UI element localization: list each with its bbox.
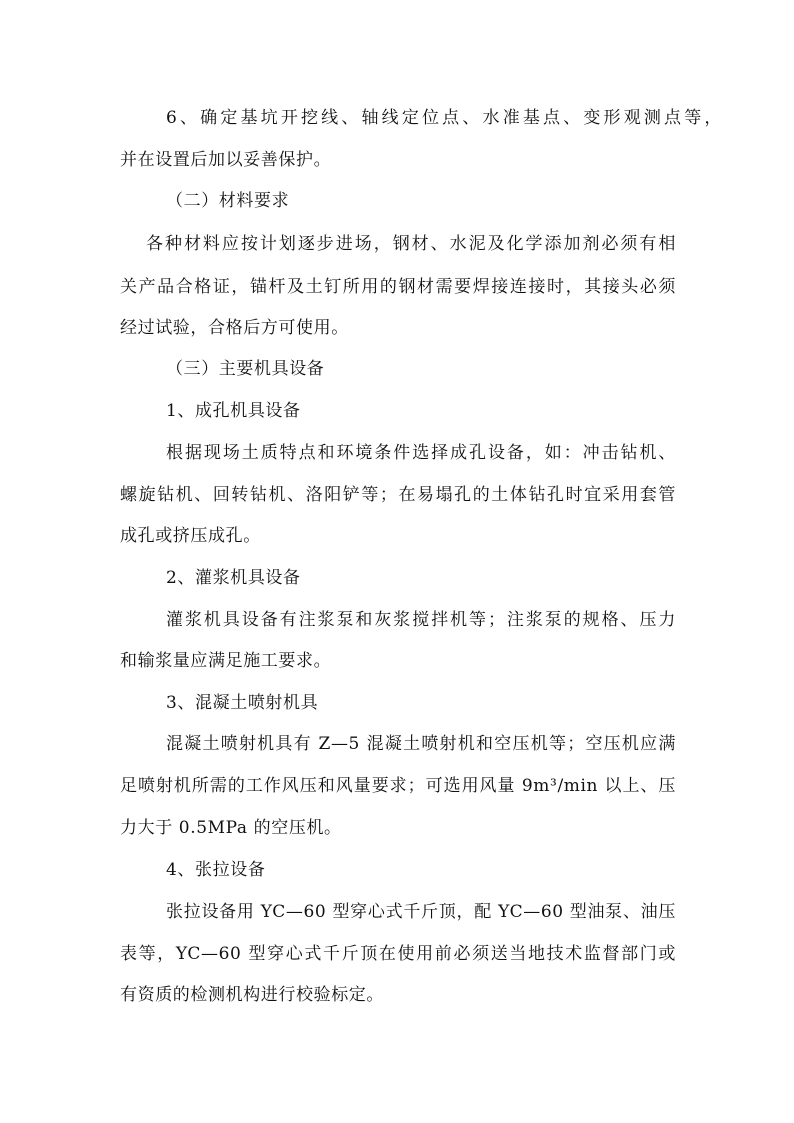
subsection-3-line-1: 混凝土喷射机具有 Z—5 混凝土喷射机和空压机等；空压机应满: [166, 734, 676, 754]
subsection-1-line-1: 根据现场土质特点和环境条件选择成孔设备，如：冲击钻机、: [166, 443, 676, 463]
subsection-2-heading: 2、灌浆机具设备: [166, 568, 301, 588]
subsection-4-line-1: 张拉设备用 YC—60 型穿心式千斤顶，配 YC—60 型油泵、油压: [166, 902, 676, 922]
subsection-3-line-2: 足喷射机所需的工作风压和风量要求；可选用风量 9m³/min 以上、压: [120, 776, 676, 796]
section-2-line-2: 关产品合格证，锚杆及土钉所用的钢材需要焊接连接时，其接头必须: [120, 277, 676, 297]
subsection-1-line-3: 成孔或挤压成孔。: [120, 526, 261, 546]
item-6-line-2: 并在设置后加以妥善保护。: [120, 150, 332, 170]
subsection-2-line-2: 和输浆量应满足施工要求。: [120, 651, 332, 671]
subsection-3-heading: 3、混凝土喷射机具: [166, 693, 319, 713]
subsection-4-heading: 4、张拉设备: [166, 860, 266, 880]
section-2-line-3: 经过试验，合格后方可使用。: [120, 318, 349, 338]
subsection-4-line-3: 有资质的检测机构进行校验标定。: [120, 985, 384, 1005]
item-6-line-1: 6、确定基坑开挖线、轴线定位点、水准基点、变形观测点等，: [166, 108, 722, 128]
section-2-heading: （二）材料要求: [166, 191, 290, 211]
subsection-4-line-2: 表等，YC—60 型穿心式千斤顶在使用前必须送当地技术监督部门或: [120, 944, 676, 964]
subsection-3-line-3: 力大于 0.5MPa 的空压机。: [120, 818, 342, 838]
section-3-heading: （三）主要机具设备: [166, 359, 325, 379]
section-2-line-1: 各种材料应按计划逐步进场，钢材、水泥及化学添加剂必须有相: [146, 234, 676, 254]
subsection-1-line-2: 螺旋钻机、回转钻机、洛阳铲等；在易塌孔的土体钻孔时宜采用套管: [120, 485, 676, 505]
subsection-2-line-1: 灌浆机具设备有注浆泵和灰浆搅拌机等；注浆泵的规格、压力: [166, 610, 676, 630]
subsection-1-heading: 1、成孔机具设备: [166, 401, 301, 421]
